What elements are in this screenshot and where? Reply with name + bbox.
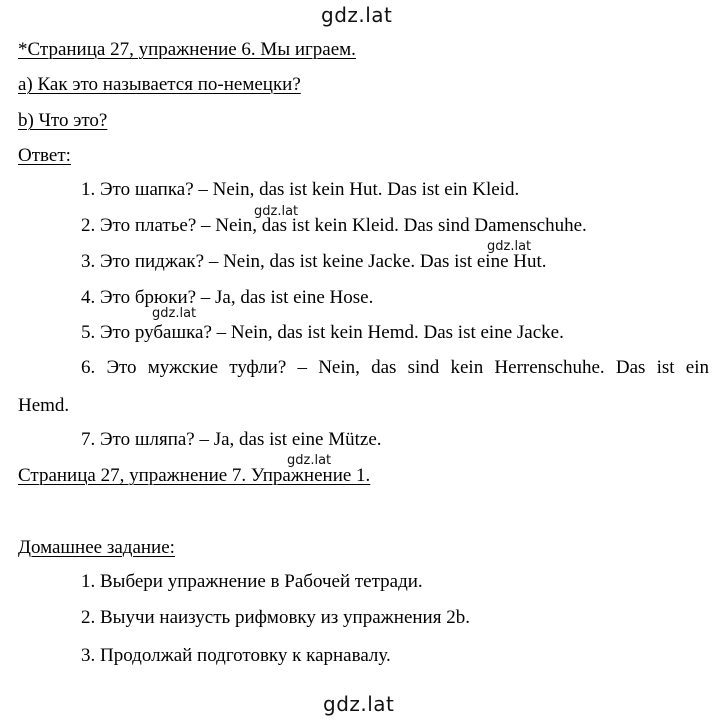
homework-item-2: 2. Выучи наизусть рифмовку из упражнения 2b. — [81, 607, 470, 628]
answer-item-4: 4. Это брюки? – Ja, das ist eine Hose. — [81, 287, 374, 308]
answer-item-2: 2. Это платье? – Nein, das ist kein Kleid. Das sind Damenschuhe. — [81, 215, 587, 236]
part-a-heading: а) Как это называется по-немецки? — [18, 74, 301, 95]
answer-item-6: 6. Это мужские туфли? – Nein, das sind kein Herrenschuhe. Das ist ein — [81, 357, 709, 378]
watermark-inline-2: gdz.lat — [487, 239, 532, 254]
answer-item-6-continued: Hemd. — [18, 395, 70, 416]
answer-label: Ответ: — [18, 145, 71, 166]
part-b-heading: b) Что это? — [18, 110, 108, 131]
homework-item-3: 3. Продолжай подготовку к карнавалу. — [81, 645, 391, 666]
watermark-inline-1: gdz.lat — [254, 204, 299, 219]
homework-item-1: 1. Выбери упражнение в Рабочей тетради. — [81, 571, 423, 592]
homework-label: Домашнее задание: — [18, 537, 175, 558]
answer-item-3: 3. Это пиджак? – Nein, das ist keine Jacke. Das ist eine Hut. — [81, 251, 547, 272]
answer-item-1: 1. Это шапка? – Nein, das ist kein Hut. Das ist ein Kleid. — [81, 179, 520, 200]
watermark-bottom: gdz.lat — [323, 692, 395, 716]
watermark-inline-4: gdz.lat — [287, 453, 332, 468]
watermark-inline-3: gdz.lat — [152, 306, 197, 321]
exercise7-title: Страница 27, упражнение 7. Упражнение 1. — [18, 465, 371, 486]
exercise6-title: *Страница 27, упражнение 6. Мы играем. — [18, 39, 356, 60]
answer-item-5: 5. Это рубашка? – Nein, das ist kein Hemd. Das ist eine Jacke. — [81, 322, 564, 343]
watermark-top: gdz.lat — [321, 3, 393, 27]
answer-item-7: 7. Это шляпа? – Ja, das ist eine Mütze. — [81, 429, 382, 450]
